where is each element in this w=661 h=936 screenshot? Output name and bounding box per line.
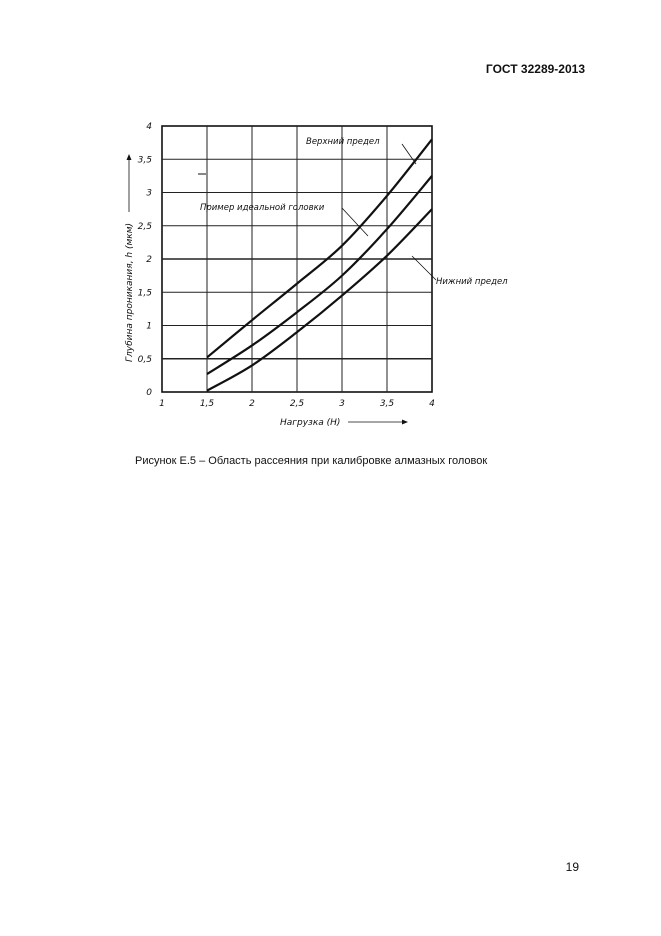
document-code: ГОСТ 32289-2013 — [485, 62, 585, 76]
x-tick-label: 3,5 — [379, 399, 395, 409]
y-tick-label: 2 — [146, 255, 152, 265]
x-tick-label: 3 — [339, 399, 345, 409]
y-axis-arrow-head — [127, 154, 132, 160]
y-tick-label: 3,5 — [137, 155, 152, 166]
y-tick-label: 1 — [146, 321, 152, 332]
x-tick-label: 2,5 — [289, 399, 305, 409]
y-axis-title: Глубина проникания, h (мкм) — [125, 222, 135, 362]
y-tick-label: 2,5 — [137, 221, 152, 232]
annotation-lower-limit: Нижний предел — [436, 277, 508, 287]
upper-limit-curve — [207, 139, 432, 357]
chart-svg — [110, 112, 540, 442]
annotation-ideal-indenter: Пример идеальной головки — [200, 203, 325, 213]
x-tick-label: 1 — [159, 399, 165, 409]
x-tick-label: 2 — [249, 399, 255, 409]
x-axis-arrow-head — [402, 420, 408, 425]
y-tick-label: 4 — [146, 122, 152, 132]
x-tick-label: 4 — [429, 399, 435, 409]
y-tick-label: 0 — [146, 388, 152, 398]
lower-limit-curve — [207, 209, 432, 391]
x-tick-label: 1,5 — [199, 399, 215, 409]
penetration-depth-chart — [110, 112, 540, 442]
y-tick-label: 3 — [146, 188, 152, 199]
y-tick-label: 1,5 — [137, 288, 152, 299]
annotation-upper-limit: Верхний предел — [306, 137, 380, 147]
y-tick-label: 0,5 — [137, 354, 152, 365]
figure-caption: Рисунок Е.5 – Область рассеяния при калибровке алмазных головок — [135, 455, 488, 467]
x-axis-title: Нагрузка (Н) — [280, 418, 341, 428]
leader-upper-limit — [402, 144, 416, 164]
page-number: 19 — [565, 860, 579, 874]
